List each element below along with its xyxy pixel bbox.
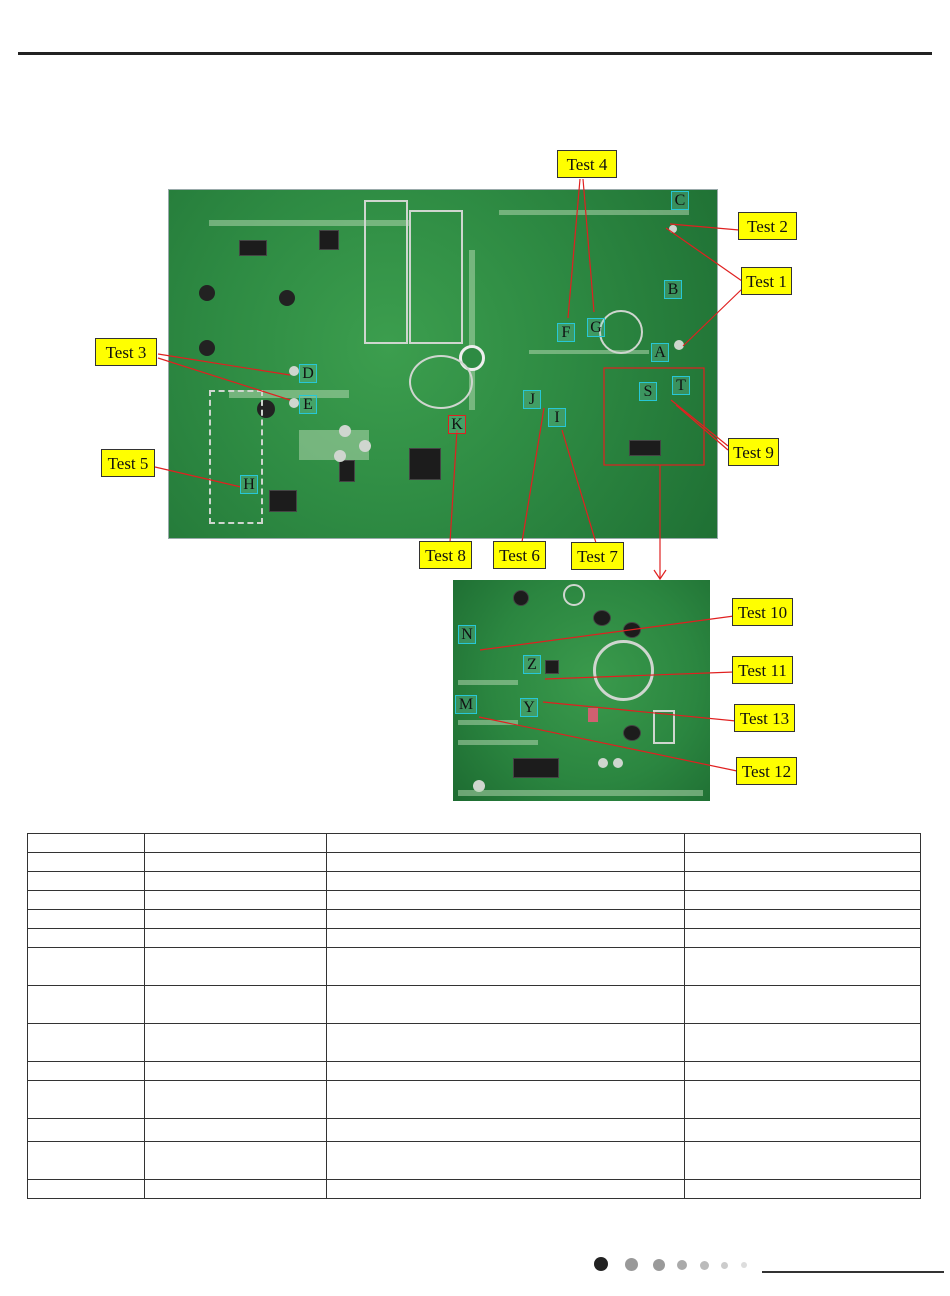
marker-d: D	[299, 364, 317, 383]
footer-rule	[762, 1271, 944, 1273]
table-row	[28, 986, 921, 1024]
page-dot-active	[594, 1257, 608, 1271]
table-row	[28, 891, 921, 910]
table-row	[28, 1142, 921, 1180]
page-dot	[677, 1260, 687, 1270]
marker-n: N	[458, 625, 476, 644]
marker-s: S	[639, 382, 657, 401]
table-row	[28, 929, 921, 948]
callout-test11: Test 11	[732, 656, 793, 684]
marker-k: K	[448, 415, 466, 434]
callout-test12: Test 12	[736, 757, 797, 785]
pcb-zoom-photo	[453, 580, 710, 801]
marker-e: E	[299, 395, 317, 414]
marker-h: H	[240, 475, 258, 494]
marker-f: F	[557, 323, 575, 342]
marker-m: M	[455, 695, 477, 714]
page-dot	[653, 1259, 665, 1271]
callout-test10: Test 10	[732, 598, 793, 626]
table-row	[28, 834, 921, 853]
table-row	[28, 1180, 921, 1199]
callout-test8: Test 8	[419, 541, 472, 569]
marker-j: J	[523, 390, 541, 409]
callout-test13: Test 13	[734, 704, 795, 732]
callout-test7: Test 7	[571, 542, 624, 570]
table-row	[28, 1062, 921, 1081]
page-dot	[700, 1261, 709, 1270]
marker-g: G	[587, 318, 605, 337]
callout-test6: Test 6	[493, 541, 546, 569]
page-dot	[721, 1262, 728, 1269]
table-row	[28, 853, 921, 872]
marker-i: I	[548, 408, 566, 427]
marker-b: B	[664, 280, 682, 299]
callout-test9: Test 9	[728, 438, 779, 466]
callout-test1: Test 1	[741, 267, 792, 295]
callout-test5: Test 5	[101, 449, 155, 477]
table-row	[28, 872, 921, 891]
marker-y: Y	[520, 698, 538, 717]
page-dot	[741, 1262, 747, 1268]
table-row	[28, 1024, 921, 1062]
test-table	[27, 833, 921, 1199]
marker-a: A	[651, 343, 669, 362]
callout-test4: Test 4	[557, 150, 617, 178]
table-row	[28, 1081, 921, 1119]
table-row	[28, 1119, 921, 1142]
header-rule	[18, 52, 932, 55]
callout-test2: Test 2	[738, 212, 797, 240]
zoom-arrow-head	[654, 570, 666, 579]
marker-c: C	[671, 191, 689, 210]
marker-t: T	[672, 376, 690, 395]
marker-z: Z	[523, 655, 541, 674]
table-row	[28, 910, 921, 929]
callout-test3: Test 3	[95, 338, 157, 366]
table-row	[28, 948, 921, 986]
page-dot	[625, 1258, 638, 1271]
